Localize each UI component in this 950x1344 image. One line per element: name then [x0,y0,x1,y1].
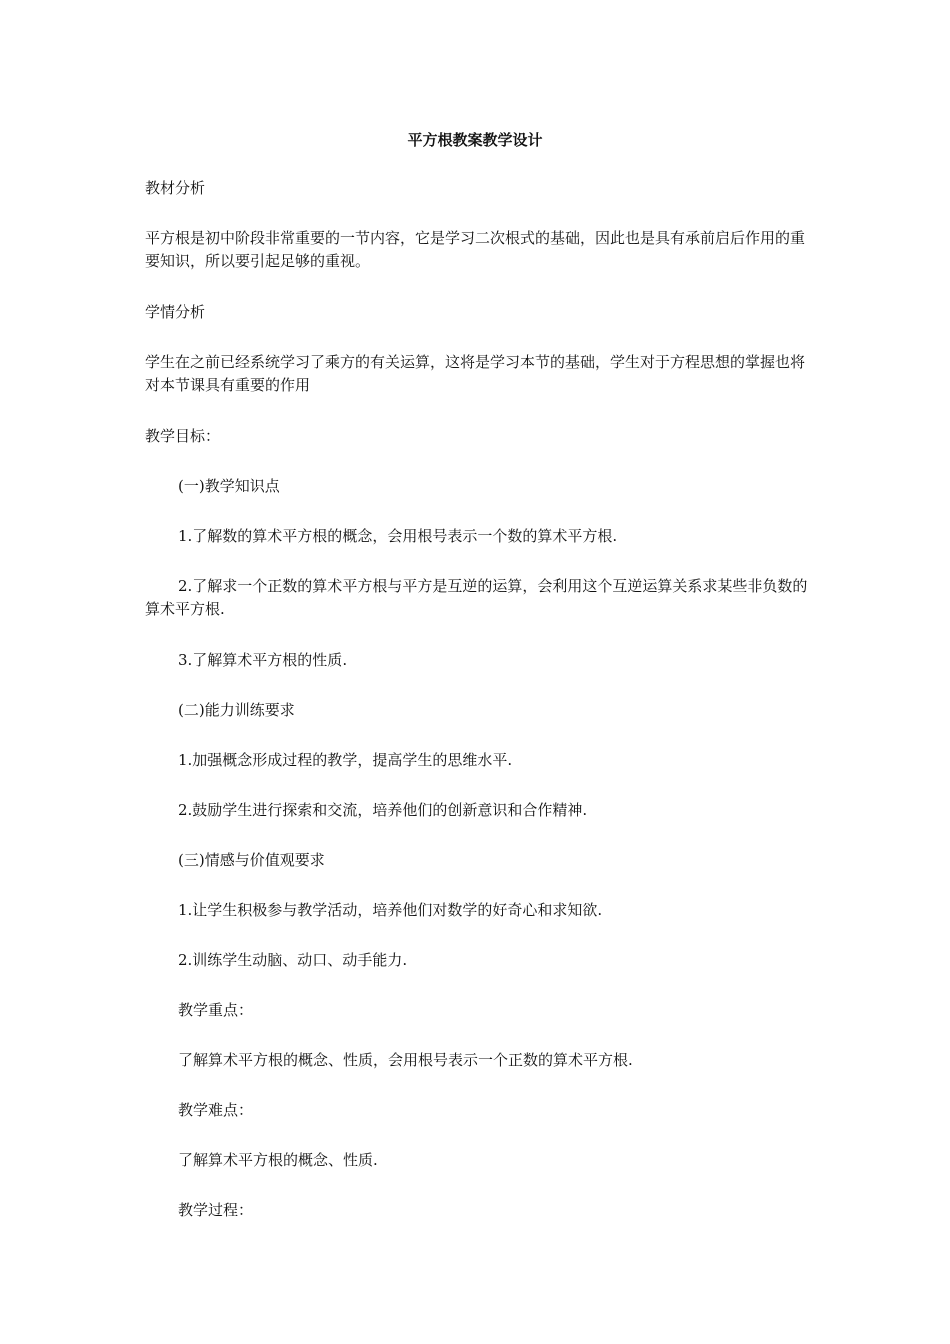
ability-item-2: 2.鼓励学生进行探索和交流，培养他们的创新意识和合作精神. [178,801,588,819]
paragraph-key-points: 了解算术平方根的概念、性质，会用根号表示一个正数的算术平方根. [178,1051,633,1069]
subheading-emotion-values: (三)情感与价值观要求 [178,851,325,869]
heading-teaching-process: 教学过程： [178,1201,254,1219]
subheading-ability-requirements: (二)能力训练要求 [178,701,295,719]
goal-item-2: 2.了解求一个正数的算术平方根与平方是互逆的运算，会利用这个互逆运算关系求某些非负数的算术平方根. [145,577,808,618]
ability-item-1: 1.加强概念形成过程的教学，提高学生的思维水平. [178,751,513,769]
heading-difficult-points: 教学难点： [178,1101,254,1119]
emotion-item-2: 2.训练学生动脑、动口、动手能力. [178,951,408,969]
heading-teaching-goals: 教学目标： [145,427,221,445]
heading-material-analysis: 教材分析 [145,179,206,197]
paragraph-student-analysis: 学生在之前已经系统学习了乘方的有关运算，这将是学习本节的基础，学生对于方程思想的掌握也将对本节课具有重要的作用 [145,353,806,394]
paragraph-material-analysis: 平方根是初中阶段非常重要的一节内容，它是学习二次根式的基础，因此也是具有承前启后作用的重要知识，所以要引起足够的重视。 [145,229,806,270]
heading-student-analysis: 学情分析 [145,303,206,321]
emotion-item-1: 1.让学生积极参与教学活动，培养他们对数学的好奇心和求知欲. [178,901,603,919]
goal-item-3: 3.了解算术平方根的性质. [178,651,348,669]
subheading-knowledge-points: (一)教学知识点 [178,477,280,495]
heading-key-points: 教学重点： [178,1001,254,1019]
paragraph-difficult-points: 了解算术平方根的概念、性质. [178,1151,378,1169]
document-title: 平方根教案教学设计 [407,131,543,149]
goal-item-1: 1.了解数的算术平方根的概念，会用根号表示一个数的算术平方根. [178,527,618,545]
